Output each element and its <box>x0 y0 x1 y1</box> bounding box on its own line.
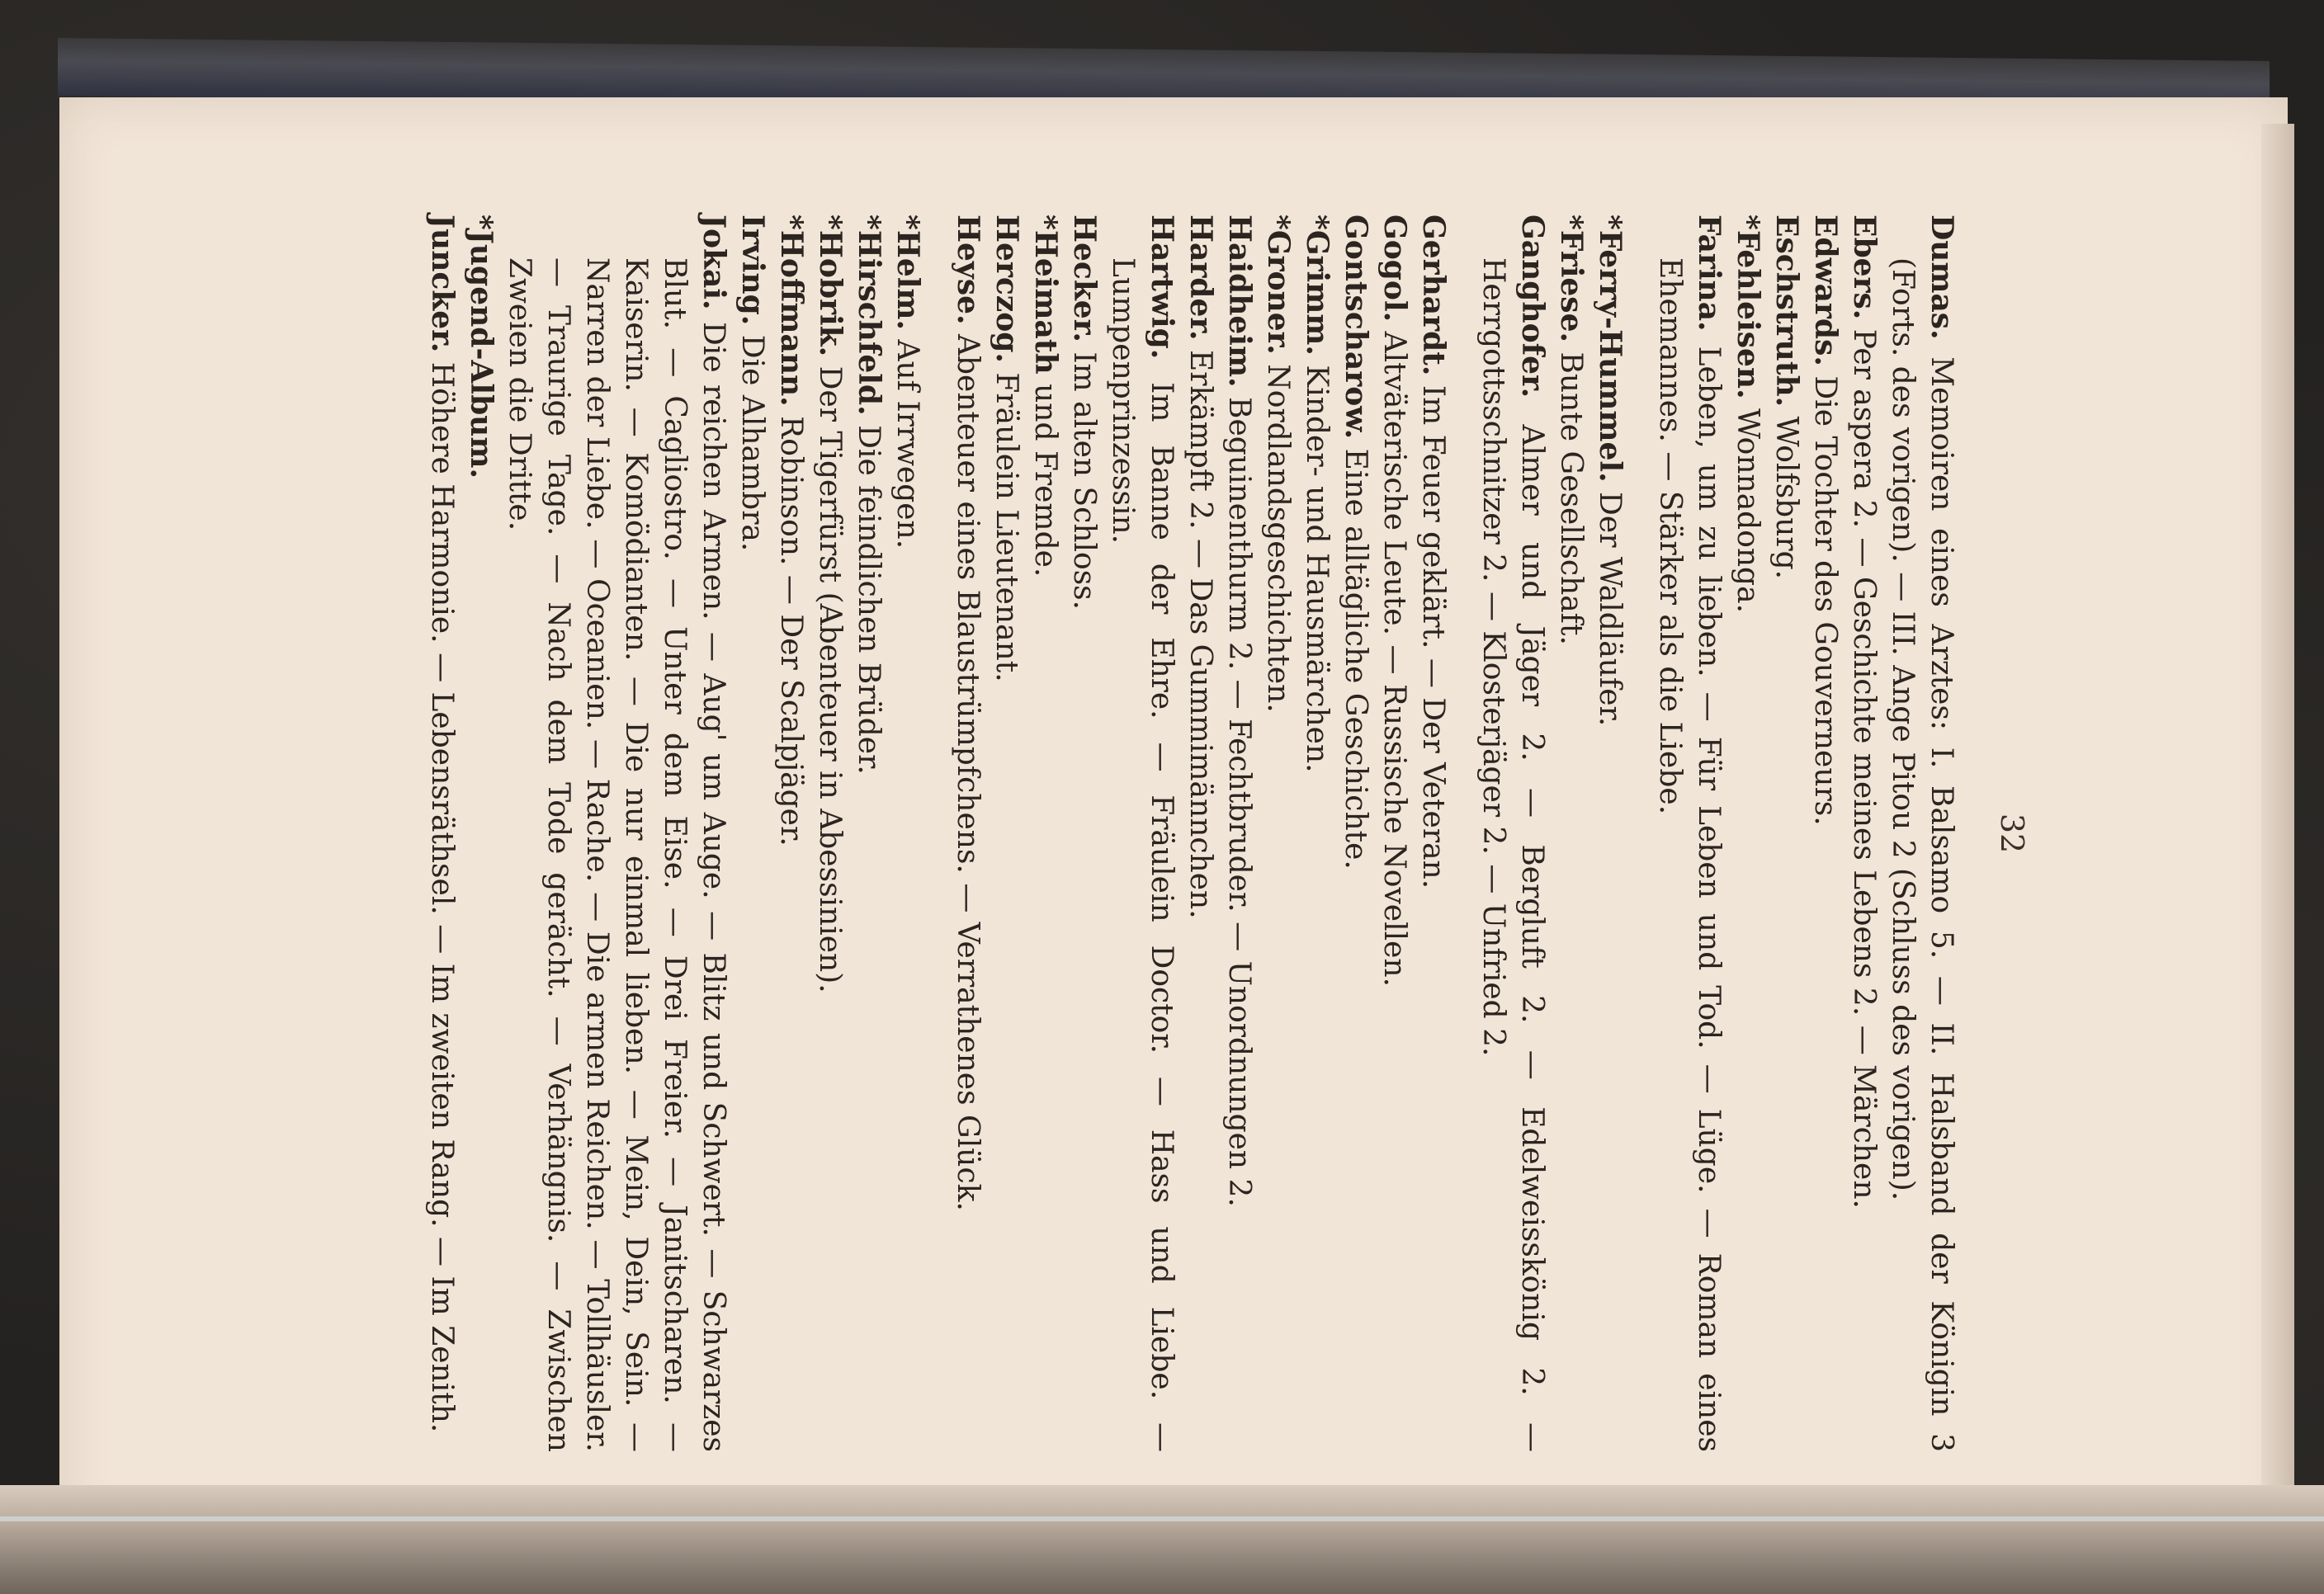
entry-titles: Nordlandsgeschichten. <box>1261 354 1295 713</box>
catalog-entry <box>1297 215 1336 1452</box>
entry-author: Farina. <box>1692 215 1726 332</box>
entry-titles: Im alten Schloss. <box>1067 342 1101 611</box>
entry-titles: Altväterische Leute. — Russische Novellen. <box>1377 322 1411 988</box>
entry-titles: Abenteuer eines Blaustrümpfchens. — Verrathenes Glück. <box>951 324 985 1211</box>
page-text-inner <box>423 215 2030 1452</box>
book-gutter <box>0 1485 2324 1594</box>
catalog-entry <box>1220 215 1259 1452</box>
entry-titles: Fräulein Lieutenant. <box>990 362 1023 682</box>
entry-author: *Jugend-Album. <box>464 215 498 479</box>
catalog-entry <box>772 215 810 1452</box>
entry-titles: Beguinenthurm 2. — Fechtbruder. — Unordnungen 2. <box>1222 387 1256 1207</box>
entry-author: *Grimm. <box>1300 215 1334 356</box>
entry-titles: Per aspera 2. — Geschichte meines Lebens 2. — Märchen. <box>1847 319 1881 1209</box>
catalog-entry <box>423 215 461 1452</box>
catalog-entry <box>1259 215 1297 1452</box>
catalog-entry <box>810 215 849 1452</box>
entry-titles: Im Banne der Ehre. — Fräulein Doctor. — Hass und Liebe. — Lumpenprinzessin. <box>1106 257 1179 1452</box>
entry-titles: Robinson. — Der Scalpjäger. <box>774 406 808 847</box>
entry-titles: Der Tigerfürst (Abenteuer in Abessinien). <box>813 356 847 993</box>
entry-titles: Im Feuer geklärt. — Der Veteran. <box>1416 375 1450 889</box>
entry-titles: Bunte Gesellschaft. <box>1554 342 1588 645</box>
catalog-entry <box>1026 215 1065 1452</box>
entry-titles: Die reichen Armen. — Aug' um Auge. — Blitz und Schwert. — Schwarzes Blut. — Cagliostro. — Unter dem Eise. — Drei Freier. — Janitscharen. — Kaiserin. — Komödianten. — Die nur einmal lieben. — Mein, Dein, Sein. — Narren der Liebe. — Oceanien. — Rache. — Die armen Reichen. — Tollhäusler. — Traurige Tage. — Nach dem Tode gerächt. — Verhängnis. — Zwischen Zweien die Dritte. <box>503 257 730 1452</box>
entry-author: *Hobrik. <box>813 215 848 357</box>
entry-titles: Höhere Harmonie. — Lebensräthsel. — Im zweiten Rang. — Im Zenith. <box>425 352 459 1433</box>
entry-titles: Almer und Jäger 2. — Bergluft 2. — Edelweisskönig 2. — Herrgottsschnitzer 2. — Klosterjäger 2. — Unfried 2. <box>1476 257 1549 1452</box>
catalog-entry <box>1414 215 1452 1452</box>
entry-author: Irving. <box>735 215 770 326</box>
entry-author: Hecker. <box>1067 215 1102 342</box>
catalog-entry <box>1590 215 1629 1452</box>
catalog-entry <box>733 215 772 1452</box>
entry-author: *Friese. <box>1554 215 1589 343</box>
catalog-entry <box>987 215 1026 1452</box>
catalog-entry <box>1552 215 1590 1452</box>
entry-titles: Erkämpft 2. — Das Gummimännchen. <box>1183 340 1217 919</box>
page-stack-edge <box>2261 124 2294 1526</box>
catalog-entry <box>1375 215 1414 1452</box>
catalog-entry <box>1767 215 1806 1452</box>
catalog-entry <box>888 215 927 1452</box>
entry-author: Eschstruth. <box>1769 215 1804 408</box>
catalog-entry <box>1883 215 1961 1452</box>
entry-author: Juncker. <box>425 215 460 353</box>
entry-author: *Ferry-Hummel. <box>1593 215 1627 483</box>
entry-titles: Kinder- und Hausmärchen. <box>1300 355 1334 773</box>
entry-author: Heyse. <box>951 215 985 325</box>
entry-titles: Die feindlichen Brüder. <box>852 415 886 775</box>
entry-list <box>423 215 1961 1452</box>
entry-titles: Eine alltägliche Geschichte. <box>1339 439 1372 870</box>
catalog-entry <box>849 215 888 1452</box>
catalog-entry <box>1103 215 1181 1452</box>
catalog-entry <box>1181 215 1220 1452</box>
gutter-highlight <box>0 1516 2324 1521</box>
entry-author: Haidheim. <box>1222 215 1257 388</box>
entry-author: Herczog. <box>990 215 1024 363</box>
entry-author: Gogol. <box>1377 215 1412 323</box>
entry-titles: Memoiren eines Arztes: I. Balsamo 5. — II. Halsband der Königin 3 (Forts. des vorigen). — III. Ange Pitou 2 (Schluss des vorigen). <box>1886 257 1958 1452</box>
entry-titles: Auf Irrwegen. <box>890 330 924 549</box>
entry-author: *Fehleisen. <box>1731 215 1765 399</box>
catalog-entry <box>1845 215 1883 1452</box>
entry-author: Ebers. <box>1847 215 1882 320</box>
catalog-entry <box>1065 215 1103 1452</box>
catalog-entry <box>1806 215 1845 1452</box>
page-number: 32 <box>1994 813 2030 854</box>
entry-titles: und Fremde. <box>1028 374 1062 578</box>
entry-author: Gontscharow. <box>1339 215 1373 440</box>
catalog-entry <box>1336 215 1375 1452</box>
entry-author: Harder. <box>1183 215 1218 341</box>
catalog-entry <box>1474 215 1552 1452</box>
entry-author: Hartwig. <box>1145 215 1179 360</box>
group-gap <box>1452 215 1474 1452</box>
group-gap <box>927 215 948 1452</box>
catalog-entry <box>1651 215 1728 1452</box>
entry-titles: Die Tochter des Gouverneurs. <box>1808 365 1842 826</box>
entry-author: *Heimath <box>1028 215 1063 375</box>
entry-titles: Wonnadonga. <box>1731 398 1764 614</box>
entry-author: Ganghofer. <box>1515 215 1550 398</box>
entry-author: *Groner. <box>1261 215 1296 355</box>
entry-titles: Der Waldläufer. <box>1593 482 1627 727</box>
entry-author: *Hoffmann. <box>774 215 809 407</box>
catalog-entry <box>1728 215 1767 1452</box>
entry-author: *Hirschfeld. <box>852 215 886 416</box>
entry-titles: Wolfsburg. <box>1769 407 1803 580</box>
catalog-entry <box>948 215 987 1452</box>
page-text-block <box>182 215 2030 1452</box>
catalog-entry <box>461 215 500 1452</box>
entry-author: *Helm. <box>890 215 925 331</box>
catalog-entry <box>500 215 733 1452</box>
entry-titles: Leben, um zu lieben. — Für Leben und Tod. — Lüge. — Roman eines Ehemannes. — Stärker als die Liebe. <box>1653 257 1726 1452</box>
entry-author: Dumas. <box>1925 215 1959 340</box>
entry-author: Edwards. <box>1808 215 1843 366</box>
group-gap <box>1629 215 1651 1452</box>
entry-titles: Die Alhambra. <box>735 325 769 552</box>
entry-author: Gerhardt. <box>1416 215 1451 376</box>
entry-author: Jokai. <box>697 215 731 310</box>
